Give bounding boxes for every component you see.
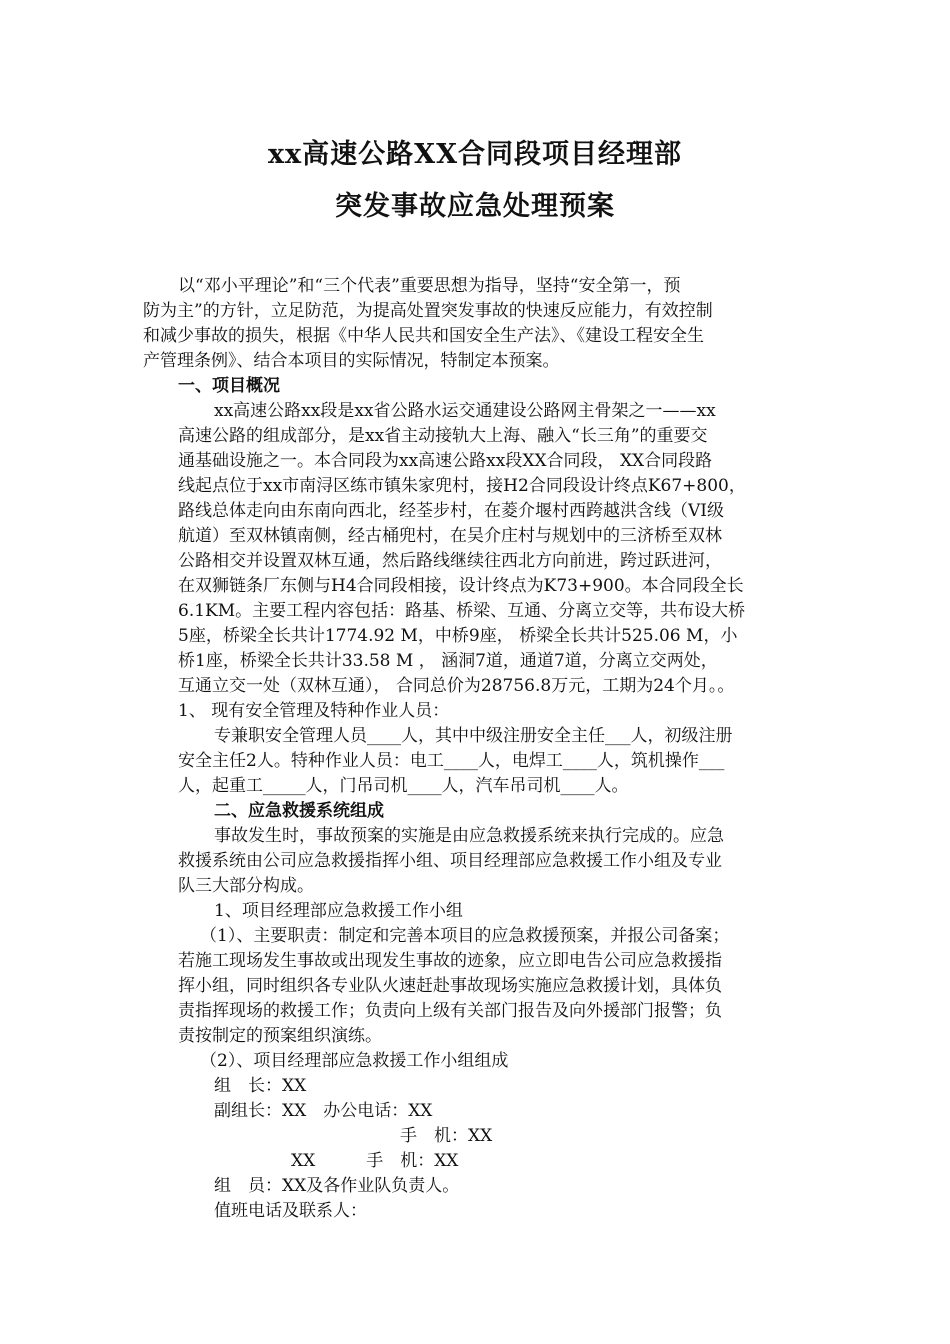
intro-line: 防为主”的方针，立足防范，为提高处置突发事故的快速反应能力，有效控制 — [143, 301, 713, 321]
section1-line: 航道）至双林镇南侧，经古桶兜村，在吴介庄村与规划中的三济桥至双林 — [178, 526, 722, 546]
section1-line: 路线总体走向由东南向西北，经荃步村，在菱介堰村西跨越洪含线（VI级 — [178, 501, 724, 521]
section1-line: 在双狮链条厂东侧与H4合同段相接，设计终点为K73+900。本合同段全长 — [178, 576, 744, 596]
intro-line: 产管理条例》、结合本项目的实际情况，特制定本预案。 — [143, 351, 560, 371]
duty-line: 挥小组，同时组织各专业队火速赶赴事故现场实施应急救援计划，具体负 — [178, 976, 722, 996]
team-members: 组 员：XX及各作业队负责人。 — [214, 1176, 460, 1196]
team-mobile: 手 机：XX — [400, 1126, 493, 1146]
duty-line: 责按制定的预案组织演练。 — [178, 1026, 382, 1046]
section1-line: 线起点位于xx市南浔区练市镇朱家兜村，接H2合同段设计终点K67+800， — [178, 476, 746, 496]
section2-line: 事故发生时，事故预案的实施是由应急救援系统来执行完成的。应急 — [214, 826, 724, 846]
duty-phone-label: 值班电话及联系人： — [214, 1201, 367, 1221]
team-leader: 组 长：XX — [214, 1076, 307, 1096]
section1-line: xx高速公路xx段是xx省公路水运交通建设公路网主骨架之一——xx — [214, 401, 716, 421]
composition-heading: （2）、项目经理部应急救援工作小组组成 — [200, 1051, 509, 1071]
staff-line: 人，起重工_____人，门吊司机____人，汽车吊司机____人。 — [178, 776, 629, 796]
section2-heading: 二、应急救援系统组成 — [214, 801, 384, 821]
document-title-line2: 突发事故应急处理预案 — [335, 191, 615, 222]
section2-line: 队三大部分构成。 — [178, 876, 314, 896]
section1-line: 公路相交并设置双林互通，然后路线继续往西北方向前进，跨过跃进河， — [178, 551, 722, 571]
section1-line: 桥1座，桥梁全长共计33.58 M ， 涵洞7道，通道7道，分离立交两处， — [178, 651, 718, 671]
section2-line: 救援系统由公司应急救援指挥小组、项目经理部应急救援工作小组及专业 — [178, 851, 722, 871]
section1-line: 高速公路的组成部分，是xx省主动接轨大上海、融入“长三角”的重要交 — [178, 426, 708, 446]
section1-line: 6.1KM。主要工程内容包括：路基、桥梁、互通、分离立交等，共布设大桥 — [178, 601, 746, 621]
duty-line: 若施工现场发生事故或出现发生事故的迹象，应立即电告公司应急救援指 — [178, 951, 722, 971]
intro-line: 以“邓小平理论”和“三个代表”重要思想为指导，坚持“安全第一，预 — [178, 276, 681, 296]
section1-line: 5座，桥梁全长共计1774.92 M，中桥9座， 桥梁全长共计525.06 M，小 — [178, 626, 738, 646]
staff-line: 专兼职安全管理人员____人，其中中级注册安全主任___人，初级注册 — [214, 726, 733, 746]
intro-line: 和减少事故的损失，根据《中华人民共和国安全生产法》、《建设工程安全生 — [143, 326, 704, 346]
duty-line: （1）、主要职责：制定和完善本项目的应急救援预案，并报公司备案； — [200, 926, 730, 946]
staff-heading: 1、 现有安全管理及特种作业人员： — [178, 701, 450, 721]
document-title-line1: xx高速公路XX合同段项目经理部 — [267, 139, 683, 170]
section1-heading: 一、项目概况 — [178, 376, 280, 396]
duty-line: 责指挥现场的救援工作；负责向上级有关部门报告及向外援部门报警；负 — [178, 1001, 722, 1021]
section1-line: 互通立交一处（双林互通）， 合同总价为28756.8万元，工期为24个月。。 — [178, 676, 735, 696]
subsection1-heading: 1、项目经理部应急救援工作小组 — [214, 901, 463, 921]
team-mobile: XX 手 机：XX — [291, 1151, 459, 1171]
staff-line: 安全主任2人。特种作业人员：电工____人，电焊工____人，筑机操作___ — [178, 751, 725, 771]
section1-line: 通基础设施之一。本合同段为xx高速公路xx段XX合同段， XX合同段路 — [178, 451, 713, 471]
team-deputy: 副组长：XX 办公电话：XX — [214, 1101, 433, 1121]
